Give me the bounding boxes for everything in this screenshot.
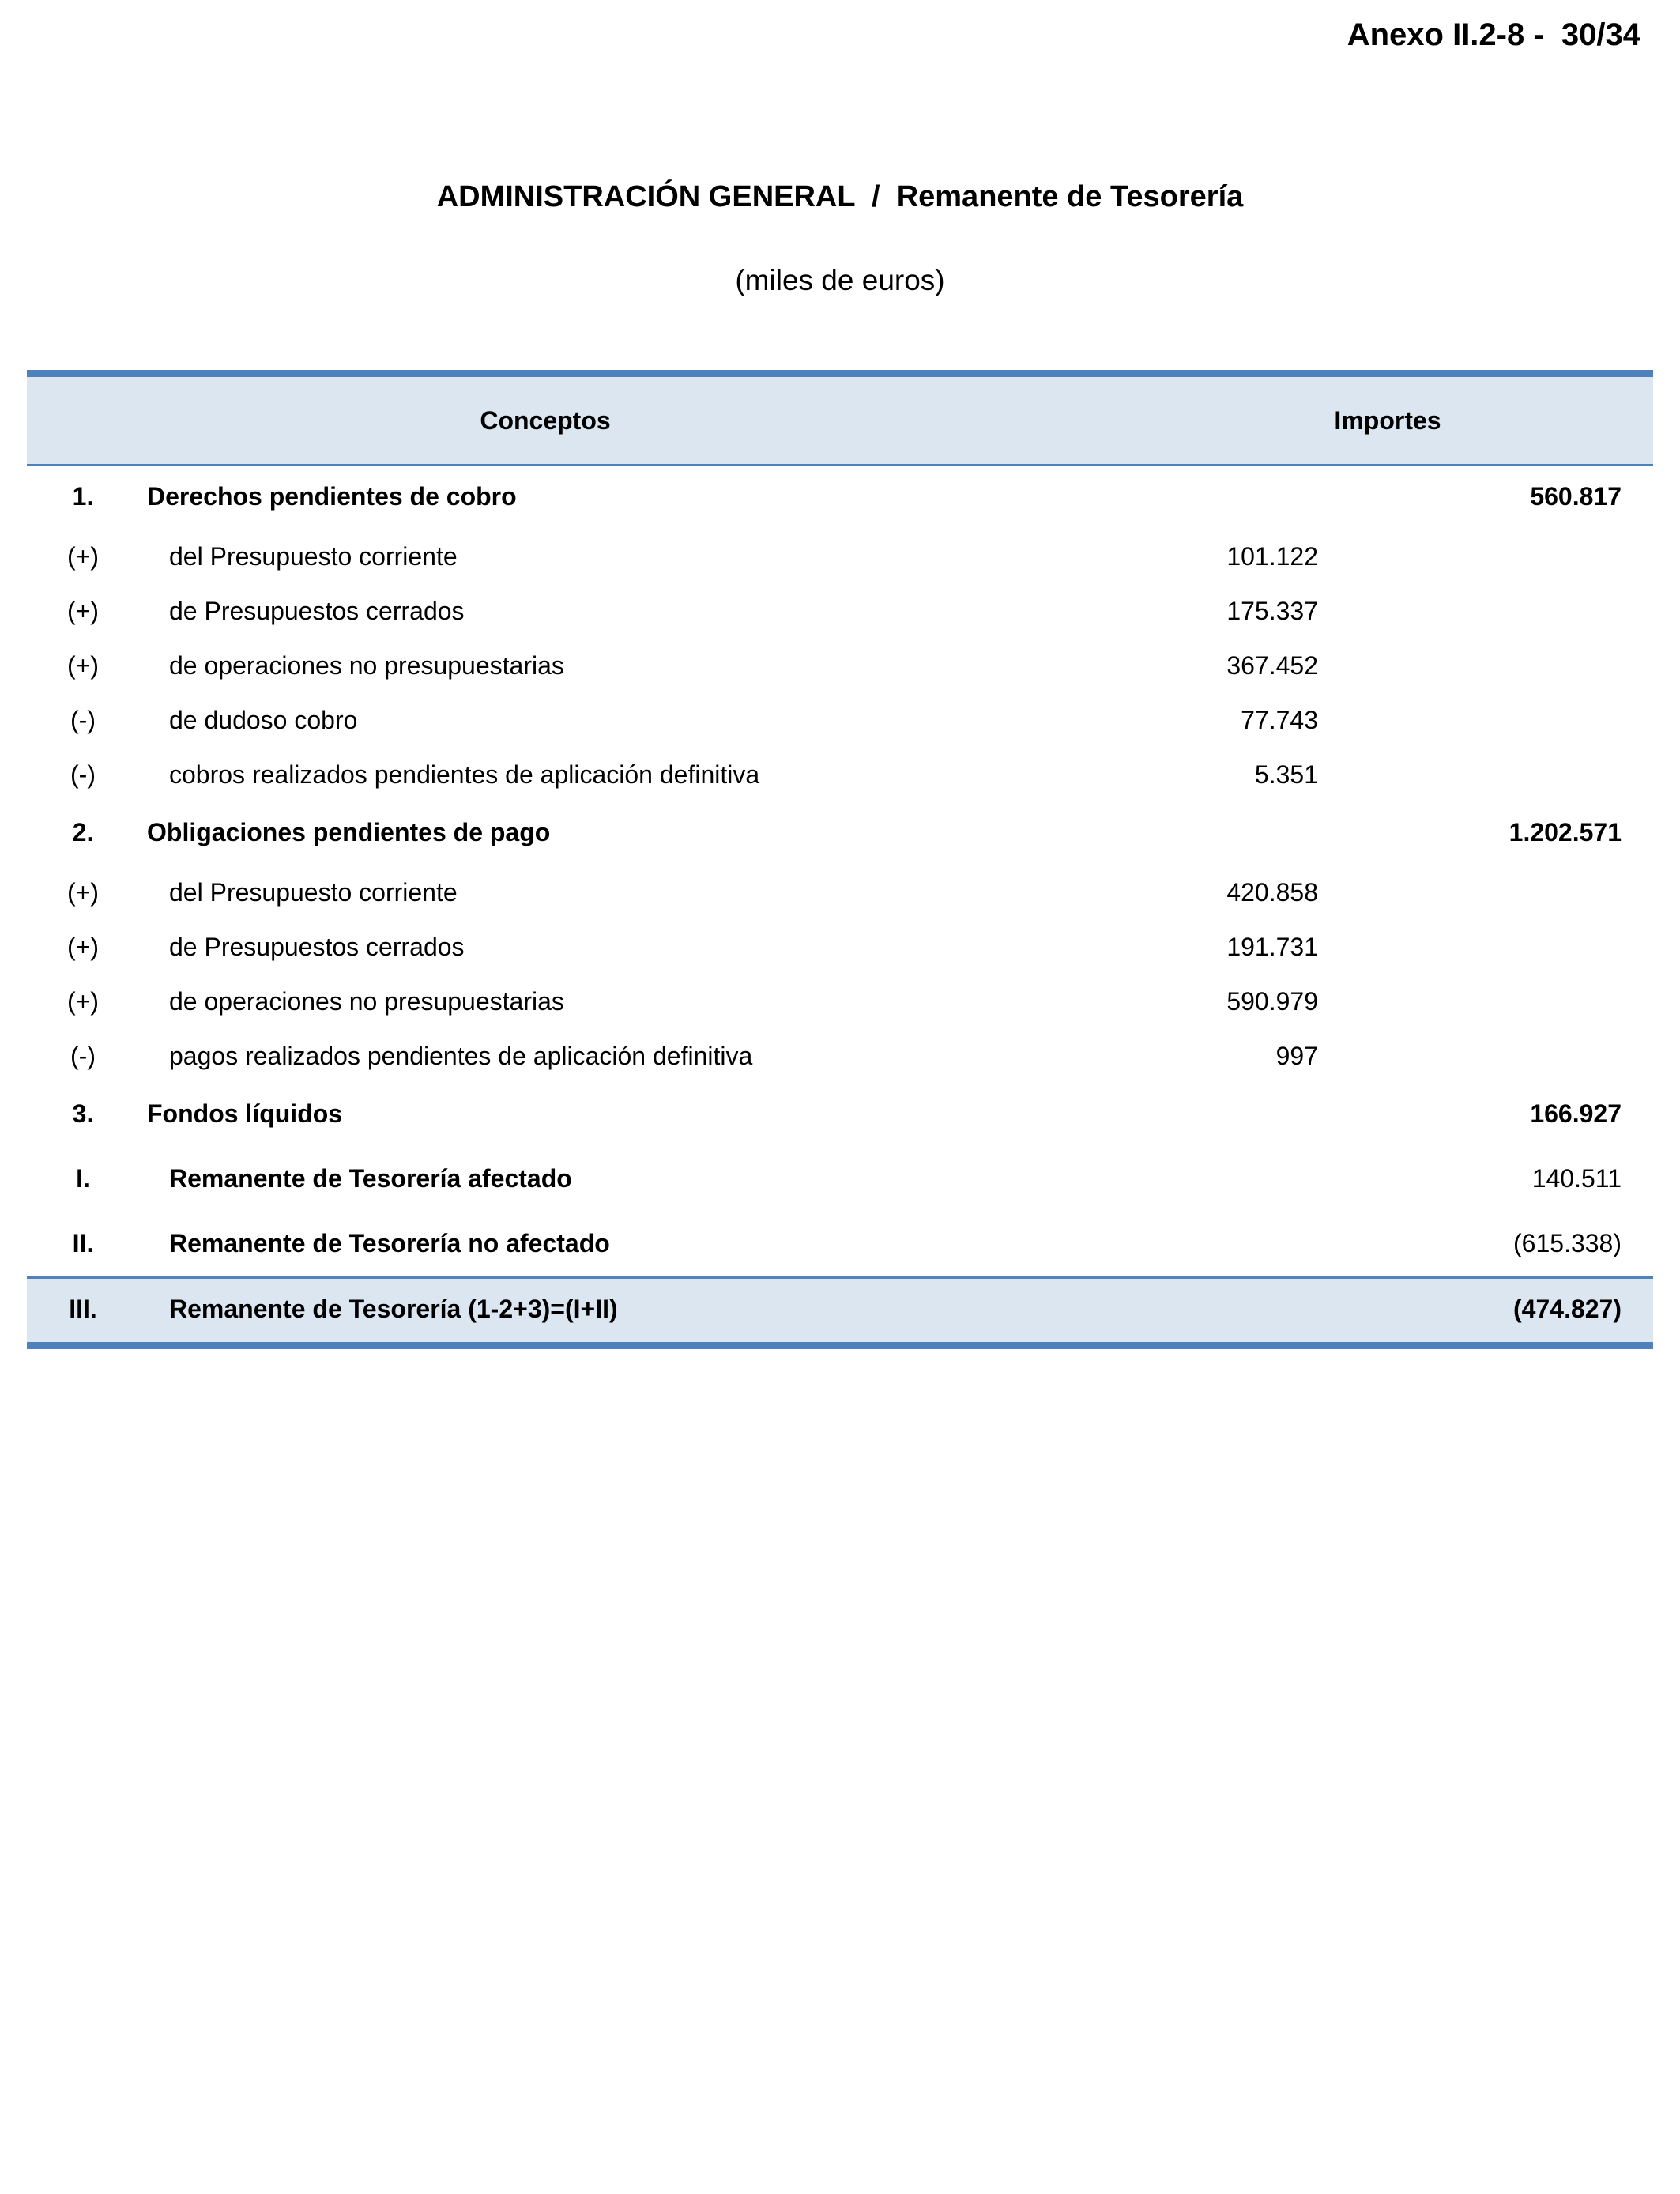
row-label: Remanente de Tesorería no afectado — [169, 1229, 610, 1257]
row-total: 140.511 — [1531, 1164, 1622, 1193]
row-sign: (+) — [67, 597, 99, 625]
row-label: de dudoso cobro — [169, 706, 358, 734]
table-row — [27, 974, 1653, 1029]
row-total: 1.202.571 — [1509, 818, 1622, 846]
column-header-concepts: Conceptos — [480, 406, 611, 435]
table-row — [27, 530, 1653, 584]
table-row-section-1 — [27, 466, 1653, 530]
row-partial-amount: 5.351 — [1254, 760, 1318, 789]
row-label: de Presupuestos cerrados — [169, 597, 465, 625]
row-partial-amount: 77.743 — [1241, 706, 1318, 734]
table-row — [27, 639, 1653, 693]
table-row — [27, 1029, 1653, 1084]
row-partial-amount: 420.858 — [1226, 878, 1318, 907]
annex-reference: Anexo II.2-8 - 30/34 — [1347, 17, 1640, 52]
row-sign: (+) — [67, 651, 99, 680]
row-sign: (-) — [70, 706, 96, 734]
unit-subtitle: (miles de euros) — [735, 264, 945, 296]
table-row-section-3 — [27, 1084, 1653, 1147]
row-sign: (-) — [70, 1042, 96, 1070]
row-partial-amount: 101.122 — [1226, 542, 1318, 571]
row-label: Fondos líquidos — [147, 1099, 343, 1128]
row-label: Derechos pendientes de cobro — [147, 482, 517, 511]
row-label: cobros realizados pendientes de aplicación definitiva — [169, 760, 760, 789]
row-partial-amount: 175.337 — [1226, 597, 1318, 625]
row-total: (474.827) — [1513, 1295, 1622, 1323]
row-label: del Presupuesto corriente — [169, 542, 458, 571]
table-row — [27, 584, 1653, 639]
row-partial-amount: 367.452 — [1226, 651, 1318, 680]
row-partial-amount: 590.979 — [1226, 987, 1318, 1016]
row-sign: (+) — [67, 878, 99, 907]
row-label: de Presupuestos cerrados — [169, 933, 465, 961]
row-sign: (+) — [67, 933, 99, 961]
row-label: pagos realizados pendientes de aplicación definitiva — [169, 1042, 753, 1070]
document-title: ADMINISTRACIÓN GENERAL / Remanente de Tesorería — [436, 180, 1244, 213]
row-label: del Presupuesto corriente — [169, 878, 458, 907]
row-sign: (+) — [67, 987, 99, 1016]
row-label: Obligaciones pendientes de pago — [147, 818, 551, 846]
table-row — [27, 865, 1653, 920]
row-number: I. — [76, 1164, 90, 1193]
column-header-amounts: Importes — [1334, 406, 1441, 435]
row-number: III. — [69, 1295, 97, 1323]
table-row — [27, 748, 1653, 802]
row-number: 3. — [72, 1099, 94, 1128]
treasury-table — [27, 370, 1653, 1349]
table-header — [27, 377, 1653, 466]
row-number: II. — [72, 1229, 94, 1257]
table-row-section-2 — [27, 802, 1653, 865]
row-partial-amount: 191.731 — [1226, 933, 1318, 961]
row-sign: (-) — [70, 760, 96, 789]
row-sign: (+) — [67, 542, 99, 571]
table-row-remanente-afectado — [27, 1147, 1653, 1212]
row-label: Remanente de Tesorería afectado — [169, 1164, 572, 1193]
row-total: 166.927 — [1530, 1099, 1622, 1128]
row-label: de operaciones no presupuestarias — [169, 987, 564, 1016]
row-number: 2. — [72, 818, 94, 846]
row-number: 1. — [72, 482, 94, 511]
row-label: Remanente de Tesorería (1-2+3)=(I+II) — [169, 1295, 618, 1323]
row-partial-amount: 997 — [1275, 1042, 1318, 1070]
table-row-remanente-no-afectado — [27, 1212, 1653, 1276]
row-label: de operaciones no presupuestarias — [169, 651, 564, 680]
row-total: (615.338) — [1513, 1229, 1622, 1257]
table-row — [27, 920, 1653, 974]
table-row — [27, 693, 1653, 748]
row-total: 560.817 — [1530, 482, 1622, 511]
table-row-total — [27, 1276, 1653, 1342]
